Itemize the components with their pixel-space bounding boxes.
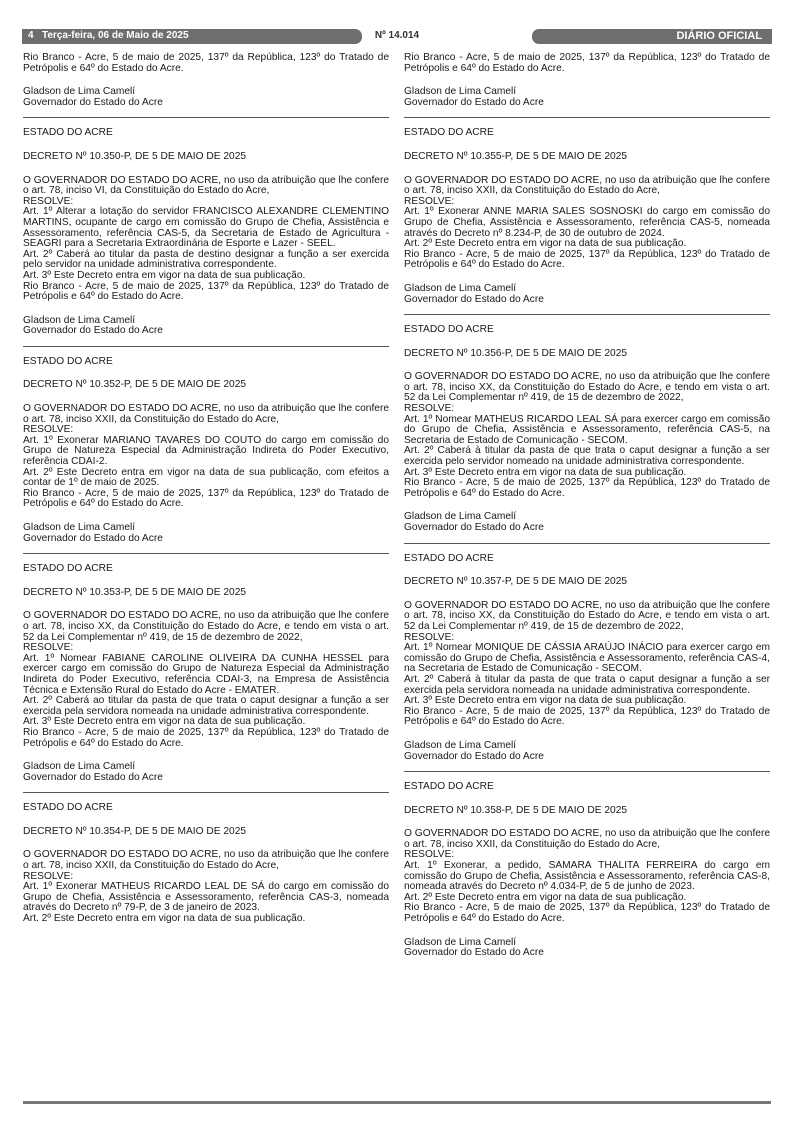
decree-paragraph: O GOVERNADOR DO ESTADO DO ACRE, no uso da atribuição que lhe confere o art. 78, inciso XXII, da Constituição do Estado do Acre, (404, 828, 770, 850)
decree-paragraph: Art. 1º Nomear FABIANE CAROLINE OLIVEIRA DA CUNHA HESSEL para exercer cargo em comissão do Grupo de Natureza Especial da Administração Indireta do Poder Executivo, referência CDAI-3, na Empresa de Assistência Técnica e Extensão Rural do Estado do Acre - EMATER. (23, 652, 389, 696)
decree-paragraph: Rio Branco - Acre, 5 de maio de 2025, 137º da República, 123º do Tratado de Petrópolis e 64º do Estado do Acre. (404, 477, 770, 499)
decree-paragraph: RESOLVE: (404, 631, 455, 643)
signer-name: Gladson de Lima Camelí (404, 936, 517, 948)
signer-role: Governador do Estado do Acre (404, 522, 544, 533)
signer-name: Gladson de Lima Camelí (404, 86, 517, 98)
state-heading: ESTADO DO ACRE (404, 781, 494, 793)
decree-paragraph: Art. 3º Este Decreto entra em vigor na data de sua publicação. (404, 466, 687, 478)
decree-paragraph: O GOVERNADOR DO ESTADO DO ACRE, no uso da atribuição que lhe confere o art. 78, inciso XXII, da Constituição do Estado do Acre, (23, 403, 389, 425)
decree-title: DECRETO Nº 10.353-P, DE 5 DE MAIO DE 2025 (23, 586, 247, 598)
state-heading: ESTADO DO ACRE (404, 324, 494, 336)
decree-paragraph: Rio Branco - Acre, 5 de maio de 2025, 137º da República, 123º do Tratado de Petrópolis e 64º do Estado do Acre. (23, 487, 389, 510)
decree-paragraph: Art. 2º Este Decreto entra em vigor na data de sua publicação. (404, 238, 687, 250)
decree-paragraph: Art. 2º Caberá à titular da pasta de que trata o caput designar a função a ser exercida pela servidora nomeada na unidade administrativa correspondente. (404, 673, 770, 696)
right-column (404, 53, 770, 959)
decree-paragraph: Art. 2º Este Decreto entra em vigor na data de sua publicação, com efeitos a contar de 1º de maio de 2025. (23, 466, 389, 489)
decree-paragraph: RESOLVE: (23, 870, 74, 882)
decree-title: DECRETO Nº 10.355-P, DE 5 DE MAIO DE 2025 (404, 150, 628, 162)
signer-role: Governador do Estado do Acre (23, 771, 163, 783)
footer-rule (23, 1101, 771, 1104)
decree-paragraph: O GOVERNADOR DO ESTADO DO ACRE, no uso da atribuição que lhe confere o art. 78, inciso XX, da Constituição do Estado do Acre, e tendo em vista o art. 52 da Lei Complementar nº 419, de 15 de dezembro de 2022, (404, 371, 770, 404)
signer-name: Gladson de Lima Camelí (23, 522, 136, 533)
header-date: Terça-feira, 06 de Maio de 2025 (42, 30, 189, 41)
decree-paragraph: Rio Branco - Acre, 5 de maio de 2025, 137º da República, 123º do Tratado de Petrópolis e 64º do Estado do Acre. (404, 902, 770, 925)
page-header (22, 29, 772, 44)
issue-number: Nº 14.014 (374, 30, 420, 41)
decree-paragraph: RESOLVE: (404, 195, 455, 207)
decree-paragraph: Art. 1º Exonerar MARIANO TAVARES DO COUTO do cargo em comissão do Grupo de Natureza Especial da Administração Indireta do Poder Executivo, referência CDAI-2. (23, 434, 389, 468)
decree-title: DECRETO Nº 10.356-P, DE 5 DE MAIO DE 2025 (404, 347, 628, 359)
section-divider (23, 117, 389, 118)
decree-paragraph: RESOLVE: (404, 849, 455, 861)
decree-paragraph: Art. 3º Este Decreto entra em vigor na data de sua publicação. (404, 695, 687, 707)
signer-role: Governador do Estado do Acre (404, 750, 544, 762)
decree-paragraph: Art. 1º Exonerar MATHEUS RICARDO LEAL DE SÁ do cargo em comissão do Grupo de Chefia, Assistência e Assessoramento, referência CAS-3, nomeada através do Decreto nº 79-P, de 3 de janeiro de 2023. (23, 881, 389, 914)
decree-paragraph: Rio Branco - Acre, 5 de maio de 2025, 137º da República, 123º do Tratado de Petrópolis e 64º do Estado do Acre. (404, 248, 770, 271)
decree-paragraph: Rio Branco - Acre, 5 de maio de 2025, 137º da República, 123º do Tratado de Petrópolis e 64º do Estado do Acre. (23, 280, 389, 303)
decree-paragraph: Art. 3º Este Decreto entra em vigor na data de sua publicação. (23, 269, 306, 281)
section-divider (23, 792, 389, 793)
decree-paragraph: O GOVERNADOR DO ESTADO DO ACRE, no uso da atribuição que lhe confere o art. 78, inciso XX, da Constituição do Estado do Acre, e tendo em vista o art. 52 da Lei Complementar nº 419, de 15 de dezembro de 2022, (404, 599, 770, 632)
signer-name: Gladson de Lima Camelí (404, 739, 517, 751)
signer-name: Gladson de Lima Camelí (23, 86, 136, 98)
decree-paragraph: Art. 1º Exonerar ANNE MARIA SALES SOSNOSKI do cargo em comissão do Grupo de Chefia, Assistência e Assessoramento, referência CAS-5, nomeada através do Decreto nº 8.234-P, de 30 de outubro de 2024. (404, 206, 770, 239)
decree-paragraph: Art. 2º Este Decreto entra em vigor na data de sua publicação. (23, 913, 306, 925)
decree-paragraph: Art. 3º Este Decreto entra em vigor na data de sua publicação. (23, 716, 306, 728)
decree-paragraph: Art. 1º Nomear MONIQUE DE CÁSSIA ARAÚJO INÁCIO para exercer cargo em comissão do Grupo de Chefia, Assistência e Assessoramento, referência CAS-4, na Secretaria de Estado de Comunicação - SECOM. (404, 642, 770, 675)
state-heading: ESTADO DO ACRE (23, 563, 113, 575)
page-number: 4 (28, 30, 34, 41)
section-divider (23, 553, 389, 554)
state-heading: ESTADO DO ACRE (23, 802, 113, 814)
decree-title: DECRETO Nº 10.350-P, DE 5 DE MAIO DE 2025 (23, 150, 247, 162)
section-divider (404, 771, 770, 772)
decree-paragraph: Art. 2º Caberá ao titular da pasta de que trata o caput designar a função a ser exercida pela servidora nomeada na unidade administrativa correspondente. (23, 695, 389, 717)
publication-title: DIÁRIO OFICIAL (676, 30, 762, 42)
decree-paragraph: Art. 1º Alterar a lotação do servidor FRANCISCO ALEXANDRE CLEMENTINO MARTINS, ocupante de cargo em comissão do Grupo de Chefia, Assistência e Assessoramento, referência CAS-5, da Secretaria de Estado de Agricultura - SEAGRI para a Secretaria Extraordinária de Esporte e Lazer - SEEL. (23, 206, 389, 250)
signer-name: Gladson de Lima Camelí (404, 511, 517, 523)
signer-name: Gladson de Lima Camelí (404, 282, 517, 294)
decree-paragraph: Art. 2º Caberá à titular da pasta de que trata o caput designar a função a ser exercida pelo servidor nomeado na unidade administrativa correspondente. (404, 445, 770, 468)
decree-paragraph: RESOLVE: (23, 195, 74, 207)
decree-title: DECRETO Nº 10.358-P, DE 5 DE MAIO DE 2025 (404, 804, 628, 816)
decree-paragraph: Rio Branco - Acre, 5 de maio de 2025, 137º da República, 123º do Tratado de Petrópolis e 64º do Estado do Acre. (404, 705, 770, 728)
state-heading: ESTADO DO ACRE (404, 127, 494, 139)
signer-role: Governador do Estado do Acre (23, 96, 163, 108)
left-column (23, 53, 389, 925)
decree-paragraph: O GOVERNADOR DO ESTADO DO ACRE, no uso da atribuição que lhe confere o art. 78, inciso XXII, da Constituição do Estado do Acre, (23, 849, 389, 872)
signer-name: Gladson de Lima Camelí (23, 314, 136, 326)
decree-title: DECRETO Nº 10.352-P, DE 5 DE MAIO DE 2025 (23, 379, 247, 391)
decree-paragraph: Art. 2º Caberá ao titular da pasta de destino designar a função a ser exercida pelo servidor na unidade administrativa correspondente. (23, 248, 389, 271)
section-divider (404, 117, 770, 118)
signer-role: Governador do Estado do Acre (404, 947, 544, 959)
intro-closing: Rio Branco - Acre, 5 de maio de 2025, 137º da República, 123º do Tratado de Petrópolis e 64º do Estado do Acre. (23, 52, 389, 74)
state-heading: ESTADO DO ACRE (404, 552, 494, 564)
decree-paragraph: Art. 1º Exonerar, a pedido, SAMARA THALITA FERREIRA do cargo em comissão do Grupo de Chefia, Assistência e Assessoramento, referência CAS-8, nomeada através do Decreto nº 4.034-P, de 5 de junho de 2023. (404, 860, 770, 893)
decree-title: DECRETO Nº 10.354-P, DE 5 DE MAIO DE 2025 (23, 825, 247, 837)
section-divider (404, 314, 770, 315)
section-divider (23, 346, 389, 347)
signer-role: Governador do Estado do Acre (23, 325, 163, 337)
signer-name: Gladson de Lima Camelí (23, 761, 136, 773)
decree-paragraph: RESOLVE: (23, 642, 74, 654)
decree-paragraph: Art. 2º Este Decreto entra em vigor na data de sua publicação. (404, 891, 687, 903)
decree-paragraph: O GOVERNADOR DO ESTADO DO ACRE, no uso da atribuição que lhe confere o art. 78, inciso VI, da Constituição do Estado do Acre, (23, 174, 389, 197)
signer-role: Governador do Estado do Acre (404, 96, 544, 108)
decree-title: DECRETO Nº 10.357-P, DE 5 DE MAIO DE 2025 (404, 576, 628, 588)
decree-paragraph: Art. 1º Nomear MATHEUS RICARDO LEAL SÁ para exercer cargo em comissão do Grupo de Chefia, Assistência e Assessoramento, referência CAS-5, na Secretaria de Estado de Comunicação - SECOM. (404, 413, 770, 446)
signer-role: Governador do Estado do Acre (404, 293, 544, 305)
decree-paragraph: O GOVERNADOR DO ESTADO DO ACRE, no uso da atribuição que lhe confere o art. 78, inciso XXII, da Constituição do Estado do Acre, (404, 174, 770, 197)
state-heading: ESTADO DO ACRE (23, 127, 113, 139)
decree-paragraph: O GOVERNADOR DO ESTADO DO ACRE, no uso da atribuição que lhe confere o art. 78, inciso XX, da Constituição do Estado do Acre, e tendo em vista o art. 52 da Lei Complementar nº 419, de 15 de dezembro de 2022, (23, 610, 389, 643)
decree-paragraph: RESOLVE: (23, 424, 74, 436)
signer-role: Governador do Estado do Acre (23, 532, 163, 544)
section-divider (404, 543, 770, 544)
intro-closing: Rio Branco - Acre, 5 de maio de 2025, 137º da República, 123º do Tratado de Petrópolis e 64º do Estado do Acre. (404, 52, 770, 74)
state-heading: ESTADO DO ACRE (23, 355, 113, 367)
decree-paragraph: Rio Branco - Acre, 5 de maio de 2025, 137º da República, 123º do Tratado de Petrópolis e 64º do Estado do Acre. (23, 726, 389, 749)
decree-paragraph: RESOLVE: (404, 403, 455, 415)
